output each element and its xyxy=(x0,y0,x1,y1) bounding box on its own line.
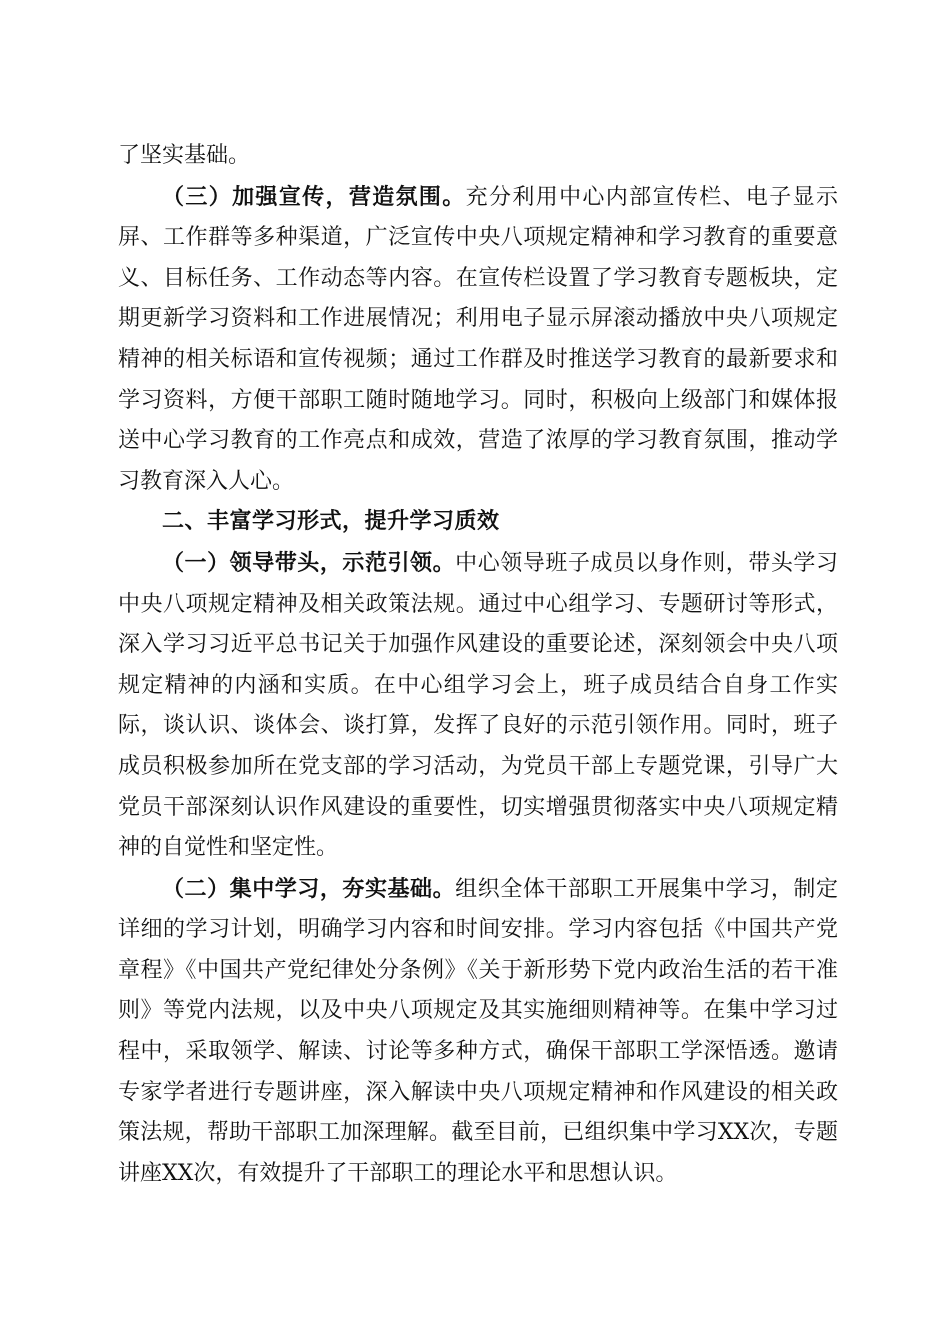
paragraph-lead: （三）加强宣传，营造氛围。 xyxy=(162,183,466,210)
paragraph-lead: （一）领导带头，示范引领。 xyxy=(162,549,456,576)
paragraph-publicity xyxy=(118,177,838,503)
paragraph-leadership xyxy=(118,543,838,869)
paragraph-text: 中心领导班子成员以身作则，带头学习中央八项规定精神及相关政策法规。通过中心组学习、专题研讨等形式，深入学习习近平总书记关于加强作风建设的重要论述，深刻领会中央八项规定精神的内涵和实质。在中心组学习会上，班子成员结合自身工作实际，谈认识、谈体会、谈打算，发挥了良好的示范引领作用。同时，班子成员积极参加所在党支部的学习活动，为党员干部上专题党课，引导广大党员干部深刻认识作风建设的重要性，切实增强贯彻落实中央八项规定精神的自觉性和坚定性。 xyxy=(118,550,838,861)
paragraph-text: 组织全体干部职工开展集中学习，制定详细的学习计划，明确学习内容和时间安排。学习内容包括《中国共产党章程》《中国共产党纪律处分条例》《关于新形势下党内政治生活的若干准则》等党内法规，以及中央八项规定及其实施细则精神等。在集中学习过程中，采取领学、解读、讨论等多种方式，确保干部职工学深悟透。邀请专家学者进行专题讲座，深入解读中央八项规定精神和作风建设的相关政策法规，帮助干部职工加深理解。截至目前，已组织集中学习XX次，专题讲座XX次，有效提升了干部职工的理论水平和思想认识。 xyxy=(118,876,838,1186)
section-heading: 二、丰富学习形式，提升学习质效 xyxy=(162,509,500,535)
paragraph-centralized-study xyxy=(118,869,838,1195)
paragraph-continuation xyxy=(118,136,838,177)
document-body xyxy=(118,136,838,1194)
paragraph-text: 了坚实基础。 xyxy=(118,143,251,168)
paragraph-text: 充分利用中心内部宣传栏、电子显示屏、工作群等多种渠道，广泛宣传中央八项规定精神和学习教育的重要意义、目标任务、工作动态等内容。在宣传栏设置了学习教育专题板块，定期更新学习资料和工作进展情况；利用电子显示屏滚动播放中央八项规定精神的相关标语和宣传视频；通过工作群及时推送学习教育的最新要求和学习资料，方便干部职工随时随地学习。同时，积极向上级部门和媒体报送中心学习教育的工作亮点和成效，营造了浓厚的学习教育氛围，推动学习教育深入人心。 xyxy=(118,184,838,494)
paragraph-lead: （二）集中学习，夯实基础。 xyxy=(162,875,456,902)
